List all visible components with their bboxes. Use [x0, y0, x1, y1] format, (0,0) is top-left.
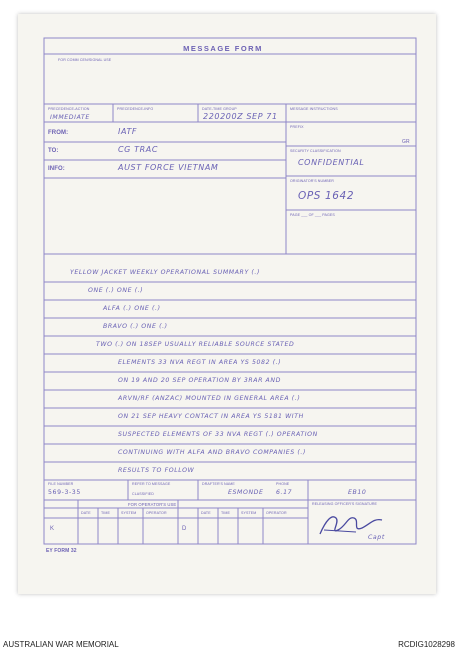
- drafter-value: ESMONDE: [228, 489, 264, 496]
- body-line-11: CONTINUING WITH ALFA AND BRAVO COMPANIES (.): [118, 449, 306, 456]
- label-phone: PHONE: [276, 482, 290, 486]
- label-dtg: DATE-TIME GROUP: [202, 107, 237, 111]
- label-from: FROM:: [48, 130, 69, 136]
- col-time-1: TIME: [101, 511, 110, 515]
- col-system-1: SYSTEM: [121, 511, 137, 515]
- label-ref-message: REFER TO MESSAGE: [132, 482, 171, 486]
- footer-left: AUSTRALIAN WAR MEMORIAL: [3, 640, 119, 649]
- label-comm-use: FOR COMM CEN/SIGNAL USE: [58, 58, 112, 62]
- label-gr: GR: [402, 139, 410, 145]
- body-line-6: ELEMENTS 33 NVA REGT IN AREA YS 5082 (.): [118, 359, 282, 366]
- box-d: D: [182, 526, 187, 532]
- file-number-value: 569-3-35: [48, 489, 81, 496]
- label-originator-number: ORIGINATOR'S NUMBER: [290, 179, 334, 183]
- footer-right: RCDIG1028298: [398, 640, 455, 649]
- precedence-value: IMMEDIATE: [50, 114, 90, 121]
- label-prefix: PREFIX: [290, 125, 304, 129]
- label-drafter: DRAFTER'S NAME: [202, 482, 235, 486]
- label-release-officer: RELEASING OFFICER'S SIGNATURE: [312, 502, 378, 506]
- label-precedence: PRECEDENCE-ACTION: [48, 107, 90, 111]
- body-line-4: BRAVO (.) ONE (.): [103, 323, 168, 330]
- dtg-value: 220200Z SEP 71: [203, 112, 278, 121]
- col-time-2: TIME: [221, 511, 230, 515]
- body-line-5: TWO (.) ON 18SEP USUALLY RELIABLE SOURCE STATED: [96, 341, 295, 348]
- form-title: MESSAGE FORM: [183, 44, 263, 53]
- box-k: K: [50, 526, 55, 532]
- form-grid: [18, 14, 436, 594]
- label-to: TO:: [48, 148, 59, 154]
- label-page: PAGE ___ OF ___ PAGES: [290, 213, 335, 217]
- body-line-3: ALFA (.) ONE (.): [103, 305, 161, 312]
- col-operator-2: OPERATOR: [266, 511, 287, 515]
- from-value: IATF: [118, 127, 138, 136]
- form-number: EY FORM 32: [46, 548, 77, 554]
- to-value: CG TRAC: [118, 145, 159, 154]
- label-classified: CLASSIFIED: [132, 492, 154, 496]
- label-operator: FOR OPERATOR'S USE: [128, 502, 177, 507]
- body-line-7: ON 19 AND 20 SEP OPERATION BY 3RAR AND: [118, 377, 281, 384]
- originator-number-value: OPS 1642: [298, 190, 355, 202]
- info-value: AUST FORCE VIETNAM: [118, 163, 219, 172]
- message-form-sheet: [18, 14, 436, 594]
- col-date-1: DATE: [81, 511, 91, 515]
- signature-rank: Capt: [368, 534, 385, 541]
- security-value: CONFIDENTIAL: [298, 158, 365, 167]
- col-operator-1: OPERATOR: [146, 511, 167, 515]
- body-line-8: ARVN/RF (ANZAC) MOUNTED IN GENERAL AREA (.): [118, 395, 301, 402]
- label-info: INFO:: [48, 166, 65, 172]
- label-precedence-info: PRECEDENCE-INFO: [117, 107, 154, 111]
- label-file-number: FILE NUMBER: [48, 482, 74, 486]
- body-line-1: YELLOW JACKET WEEKLY OPERATIONAL SUMMARY (.): [70, 269, 260, 276]
- phone-value: 6.17: [276, 489, 293, 496]
- label-instructions: MESSAGE INSTRUCTIONS: [290, 107, 338, 111]
- body-line-9: ON 21 SEP HEAVY CONTACT IN AREA YS 5181 WITH: [118, 413, 304, 420]
- label-security: SECURITY CLASSIFICATION: [290, 149, 341, 153]
- body-line-10: SUSPECTED ELEMENTS OF 33 NVA REGT (.) OPERATION: [118, 431, 318, 438]
- room-value: EB10: [348, 489, 367, 496]
- body-line-12: RESULTS TO FOLLOW: [118, 467, 195, 474]
- body-line-2: ONE (.) ONE (.): [88, 287, 144, 294]
- col-system-2: SYSTEM: [241, 511, 257, 515]
- col-date-2: DATE: [201, 511, 211, 515]
